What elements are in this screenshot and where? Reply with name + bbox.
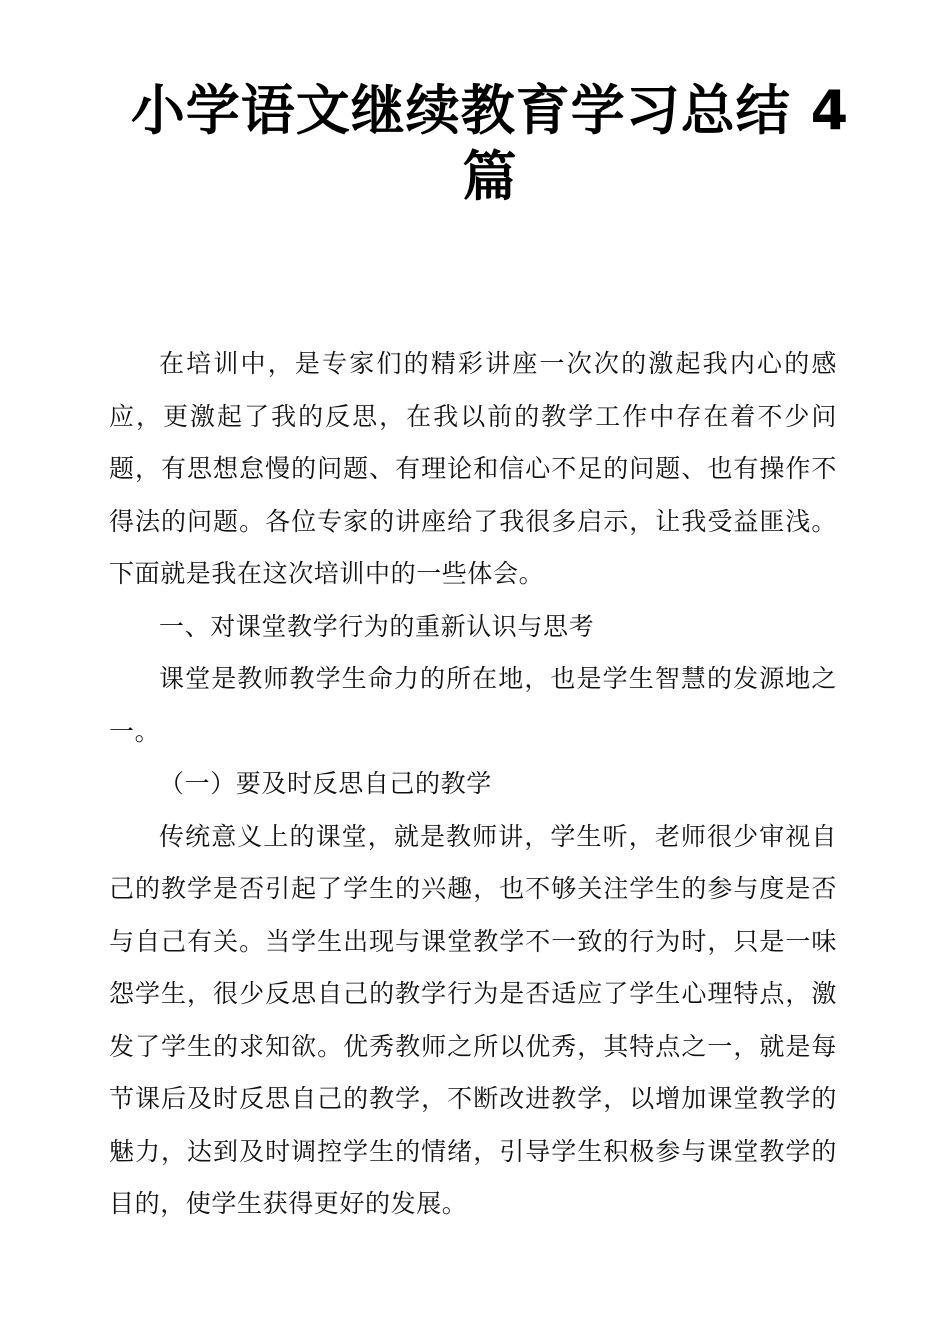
paragraph-reflection: 传统意义上的课堂，就是教师讲，学生听，老师很少审视自己的教学是否引起了学生的兴趣，也不够关注学生的参与度是否与自己有关。当学生出现与课堂教学不一致的行为时，只是一味怨学生，很少反思自己的教学行为是否适应了学生心理特点，激发了学生的求知欲。优秀教师之所以优秀，其特点之一，就是每节课后及时反思自己的教学，不断改进教学，以增加课堂教学的魅力，达到及时调控学生的情绪，引导学生积极参与课堂教学的目的，使学生获得更好的发展。: [109, 821, 837, 1218]
document-title: 小学语文继续教育学习总结 4 篇: [130, 79, 850, 208]
section-heading-1: 一、对课堂教学行为的重新认识与思考: [159, 611, 595, 641]
paragraph-intro: 在培训中，是专家们的精彩讲座一次次的激起我内心的感应，更激起了我的反思，在我以前的教学工作中存在着不少问题，有思想怠慢的问题、有理论和信心不足的问题、也有操作不得法的问题。各位专家的讲座给了我很多启示，让我受益匪浅。下面就是我在这次培训中的一些体会。: [109, 349, 837, 588]
subsection-heading-1: （一）要及时反思自己的教学: [159, 769, 492, 798]
paragraph-classroom: 课堂是教师教学生命力的所在地，也是学生智慧的发源地之一。: [109, 664, 837, 746]
document-body: [109, 338, 837, 1231]
